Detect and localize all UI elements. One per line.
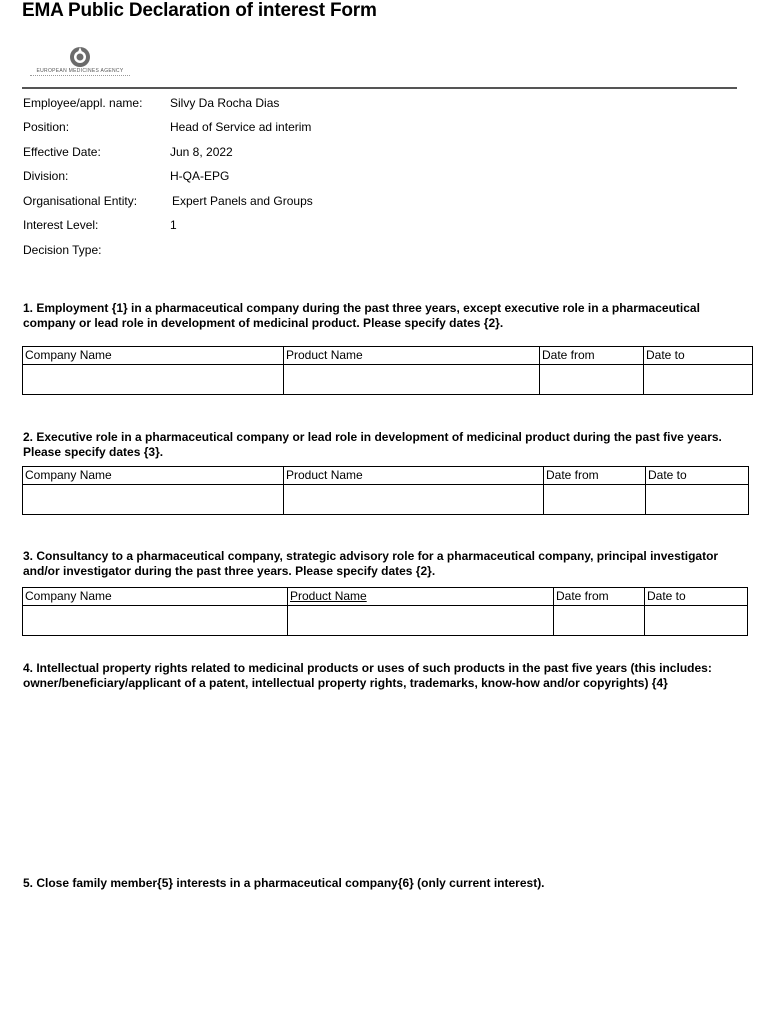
- table-header-row: [23, 467, 749, 485]
- column-header-product: Product Name: [284, 467, 544, 485]
- table-row: [23, 606, 748, 636]
- date-to-cell[interactable]: [644, 365, 753, 395]
- field-value-employee-name: Silvy Da Rocha Dias: [170, 96, 280, 110]
- product-name-cell[interactable]: [288, 606, 554, 636]
- date-to-cell[interactable]: [646, 485, 749, 515]
- column-header-product: Product Name: [288, 588, 554, 606]
- field-value-effective-date: Jun 8, 2022: [170, 145, 233, 159]
- column-header-date-to: Date to: [646, 467, 749, 485]
- ema-emblem-icon: [69, 46, 91, 68]
- column-header-company: Company Name: [23, 467, 284, 485]
- company-name-cell[interactable]: [23, 606, 288, 636]
- column-header-date-from: Date from: [554, 588, 645, 606]
- column-header-date-to: Date to: [645, 588, 748, 606]
- field-label-organisational-entity: Organisational Entity:: [23, 194, 138, 208]
- section-4-heading: 4. Intellectual property rights related to medicinal products or uses of such products in the past five years (this includes: owner/beneficiary/applicant of a patent, intellectual property rights, trademarks, know-how and/or copyrights) {4}: [23, 661, 712, 690]
- date-from-cell[interactable]: [544, 485, 646, 515]
- company-name-cell[interactable]: [23, 365, 284, 395]
- form-title: EMA Public Declaration of interest Form: [22, 0, 377, 21]
- agency-name: EUROPEAN MEDICINES AGENCY: [36, 68, 124, 74]
- section-1-table: [22, 346, 753, 395]
- date-from-cell[interactable]: [540, 365, 644, 395]
- field-label-division: Division:: [23, 169, 69, 183]
- table-header-row: [23, 347, 753, 365]
- table-row: [23, 365, 753, 395]
- section-3-table: [22, 587, 748, 636]
- section-1-heading: 1. Employment {1} in a pharmaceutical company during the past three years, except executive role in a pharmaceutical company or lead role in development of medicinal product. Please specify dates {2}.: [23, 301, 700, 330]
- product-name-cell[interactable]: [284, 365, 540, 395]
- column-header-company: Company Name: [23, 347, 284, 365]
- field-value-organisational-entity: Expert Panels and Groups: [172, 194, 313, 208]
- field-value-division: H-QA-EPG: [170, 169, 230, 183]
- column-header-date-from: Date from: [540, 347, 644, 365]
- table-header-row: [23, 588, 748, 606]
- date-to-cell[interactable]: [645, 606, 748, 636]
- section-5-heading: 5. Close family member{5} interests in a pharmaceutical company{6} (only current interest).: [23, 876, 545, 890]
- agency-subtitle-line: [30, 75, 130, 78]
- table-row: [23, 485, 749, 515]
- column-header-product: Product Name: [284, 347, 540, 365]
- field-label-effective-date: Effective Date:: [23, 145, 101, 159]
- column-header-company: Company Name: [23, 588, 288, 606]
- field-label-interest-level: Interest Level:: [23, 218, 99, 232]
- column-header-date-from: Date from: [544, 467, 646, 485]
- date-from-cell[interactable]: [554, 606, 645, 636]
- field-label-decision-type: Decision Type:: [23, 243, 102, 257]
- header-divider: [22, 87, 737, 89]
- field-value-interest-level: 1: [170, 218, 177, 232]
- ema-logo: [30, 46, 130, 82]
- product-name-cell[interactable]: [284, 485, 544, 515]
- field-value-position: Head of Service ad interim: [170, 120, 312, 134]
- column-header-date-to: Date to: [644, 347, 753, 365]
- section-2-table: [22, 466, 749, 515]
- field-label-position: Position:: [23, 120, 70, 134]
- section-3-heading: 3. Consultancy to a pharmaceutical company, strategic advisory role for a pharmaceutical company, principal investigator and/or investigator during the past three years. Please specify dates {2}.: [23, 549, 719, 578]
- field-label-employee-name: Employee/appl. name:: [23, 96, 143, 110]
- section-2-heading: 2. Executive role in a pharmaceutical company or lead role in development of medicinal product during the past five years. Please specify dates {3}.: [23, 430, 722, 459]
- company-name-cell[interactable]: [23, 485, 284, 515]
